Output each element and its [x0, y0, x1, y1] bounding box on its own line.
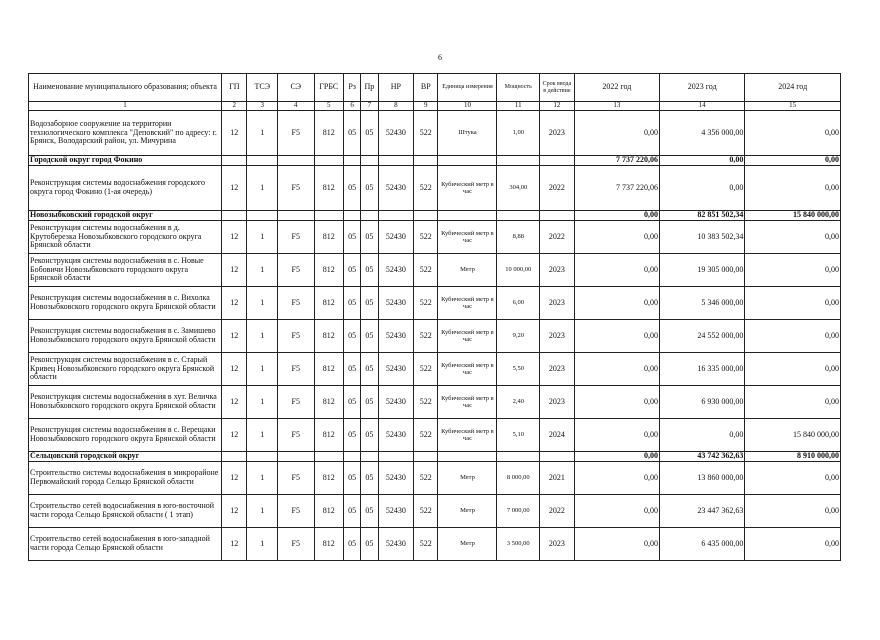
nr-cell: 52430: [378, 386, 414, 419]
object-name: Реконструкция системы водоснабжения в д. Крутоберезка Новозыбковского городского округа Брянской области: [29, 221, 222, 254]
grbs-cell: 812: [314, 528, 343, 561]
empty-cell: [361, 452, 378, 462]
amount-2023-cell: 0,00: [660, 419, 745, 452]
amount-2024-cell: 0,00: [745, 111, 841, 156]
subtotal-amount-2022-cell: 0,00: [574, 452, 659, 462]
amount-2023-cell: 10 383 502,34: [660, 221, 745, 254]
municipality-name: Сельцовский городской округ: [29, 452, 222, 462]
subtotal-row: [29, 211, 841, 221]
capacity-cell: 6,00: [497, 287, 540, 320]
unit-cell: Кубический метр в час: [438, 353, 497, 386]
rz-cell: 05: [344, 254, 361, 287]
empty-cell: [277, 452, 314, 462]
capacity-cell: 5,50: [497, 353, 540, 386]
col-header-gp: ГП: [222, 74, 247, 102]
rz-cell: 05: [344, 166, 361, 211]
amount-2022-cell: 0,00: [574, 320, 659, 353]
empty-cell: [247, 156, 277, 166]
table-row: [29, 111, 841, 156]
amount-2022-cell: 0,00: [574, 254, 659, 287]
subtotal-row: [29, 452, 841, 462]
rz-cell: 05: [344, 111, 361, 156]
pr-cell: 05: [361, 495, 378, 528]
commissioning-year-cell: 2024: [540, 419, 575, 452]
table-row: [29, 528, 841, 561]
amount-2023-cell: 19 305 000,00: [660, 254, 745, 287]
amount-2022-cell: 0,00: [574, 386, 659, 419]
capacity-cell: 10 000,00: [497, 254, 540, 287]
se-cell: F5: [277, 386, 314, 419]
tse-cell: 1: [247, 528, 277, 561]
unit-cell: Кубический метр в час: [438, 287, 497, 320]
table-row: [29, 462, 841, 495]
gp-cell: 12: [222, 254, 247, 287]
pr-cell: 05: [361, 353, 378, 386]
col-header-2023: 2023 год: [660, 74, 745, 102]
empty-cell: [378, 452, 414, 462]
col-header-name: Наименование муниципального образования; объекта: [29, 74, 222, 102]
empty-cell: [314, 452, 343, 462]
header-row: [29, 74, 841, 102]
column-number: 9: [414, 102, 438, 111]
page-number: 6: [438, 53, 442, 62]
table-row: [29, 287, 841, 320]
amount-2023-cell: 24 552 000,00: [660, 320, 745, 353]
amount-2024-cell: 15 840 000,00: [745, 419, 841, 452]
tse-cell: 1: [247, 166, 277, 211]
vr-cell: 522: [414, 495, 438, 528]
table-row: [29, 419, 841, 452]
amount-2024-cell: 0,00: [745, 221, 841, 254]
empty-cell: [414, 452, 438, 462]
vr-cell: 522: [414, 386, 438, 419]
grbs-cell: 812: [314, 320, 343, 353]
gp-cell: 12: [222, 221, 247, 254]
pr-cell: 05: [361, 111, 378, 156]
subtotal-amount-2024-cell: 15 840 000,00: [745, 211, 841, 221]
column-number: 5: [314, 102, 343, 111]
column-number: 1: [29, 102, 222, 111]
column-number: 7: [361, 102, 378, 111]
rz-cell: 05: [344, 320, 361, 353]
object-name: Водозаборное сооружение на территории технологического комплекса "Деповский" по адресу: г. Брянск, Володарский район, ул. Мичурина: [29, 111, 222, 156]
object-name: Реконструкция системы водоснабжения в хут. Величка Новозыбковского городского округа Брянской области: [29, 386, 222, 419]
pr-cell: 05: [361, 419, 378, 452]
grbs-cell: 812: [314, 254, 343, 287]
empty-cell: [414, 156, 438, 166]
subtotal-amount-2023-cell: 43 742 362,63: [660, 452, 745, 462]
object-name: Реконструкция системы водоснабжения в с. Старый Кривец Новозыбковского городского округа Брянской области: [29, 353, 222, 386]
nr-cell: 52430: [378, 221, 414, 254]
empty-cell: [314, 156, 343, 166]
unit-cell: Метр: [438, 495, 497, 528]
tse-cell: 1: [247, 221, 277, 254]
vr-cell: 522: [414, 166, 438, 211]
col-header-nr: НР: [378, 74, 414, 102]
amount-2022-cell: 0,00: [574, 287, 659, 320]
tse-cell: 1: [247, 320, 277, 353]
unit-cell: Кубический метр в час: [438, 386, 497, 419]
unit-cell: Кубический метр в час: [438, 221, 497, 254]
empty-cell: [247, 452, 277, 462]
table-row: [29, 254, 841, 287]
col-header-tse: ТСЭ: [247, 74, 277, 102]
amount-2024-cell: 0,00: [745, 386, 841, 419]
se-cell: F5: [277, 287, 314, 320]
vr-cell: 522: [414, 462, 438, 495]
commissioning-year-cell: 2023: [540, 254, 575, 287]
object-name: Реконструкция системы водоснабжения в с. Замишево Новозыбковского городского округа Брянской области: [29, 320, 222, 353]
nr-cell: 52430: [378, 419, 414, 452]
table-row: [29, 166, 841, 211]
se-cell: F5: [277, 166, 314, 211]
vr-cell: 522: [414, 419, 438, 452]
capacity-cell: 8,88: [497, 221, 540, 254]
rz-cell: 05: [344, 462, 361, 495]
empty-cell: [438, 211, 497, 221]
amount-2023-cell: 23 447 362,63: [660, 495, 745, 528]
column-number: 3: [247, 102, 277, 111]
empty-cell: [277, 156, 314, 166]
subtotal-amount-2022-cell: 0,00: [574, 211, 659, 221]
empty-cell: [540, 156, 575, 166]
commissioning-year-cell: 2023: [540, 111, 575, 156]
capacity-cell: 3 500,00: [497, 528, 540, 561]
column-number: 10: [438, 102, 497, 111]
commissioning-year-cell: 2023: [540, 386, 575, 419]
commissioning-year-cell: 2023: [540, 320, 575, 353]
gp-cell: 12: [222, 528, 247, 561]
tse-cell: 1: [247, 254, 277, 287]
table-row: [29, 221, 841, 254]
vr-cell: 522: [414, 353, 438, 386]
unit-cell: Метр: [438, 462, 497, 495]
pr-cell: 05: [361, 528, 378, 561]
col-header-unit: Единица измерения: [438, 74, 497, 102]
amount-2022-cell: 0,00: [574, 419, 659, 452]
commissioning-year-cell: 2022: [540, 166, 575, 211]
commissioning-year-cell: 2021: [540, 462, 575, 495]
gp-cell: 12: [222, 462, 247, 495]
commissioning-year-cell: 2022: [540, 495, 575, 528]
pr-cell: 05: [361, 320, 378, 353]
grbs-cell: 812: [314, 111, 343, 156]
rz-cell: 05: [344, 528, 361, 561]
table-row: [29, 353, 841, 386]
empty-cell: [344, 452, 361, 462]
empty-cell: [497, 211, 540, 221]
capacity-cell: 7 000,00: [497, 495, 540, 528]
amount-2023-cell: 13 860 000,00: [660, 462, 745, 495]
col-header-se: СЭ: [277, 74, 314, 102]
gp-cell: 12: [222, 419, 247, 452]
object-name: Строительство сетей водоснабжения в юго-восточной части города Сельцо Брянской области ( 1 этап): [29, 495, 222, 528]
nr-cell: 52430: [378, 462, 414, 495]
se-cell: F5: [277, 111, 314, 156]
vr-cell: 522: [414, 287, 438, 320]
se-cell: F5: [277, 320, 314, 353]
amount-2024-cell: 0,00: [745, 495, 841, 528]
commissioning-year-cell: 2022: [540, 221, 575, 254]
unit-cell: Кубический метр в час: [438, 419, 497, 452]
empty-cell: [378, 211, 414, 221]
object-name: Реконструкция системы водоснабжения в с. Верещаки Новозыбковского городского округа Брянской области: [29, 419, 222, 452]
amount-2024-cell: 0,00: [745, 254, 841, 287]
pr-cell: 05: [361, 166, 378, 211]
rz-cell: 05: [344, 419, 361, 452]
commissioning-year-cell: 2023: [540, 287, 575, 320]
grbs-cell: 812: [314, 419, 343, 452]
tse-cell: 1: [247, 111, 277, 156]
column-number: 11: [497, 102, 540, 111]
capacity-cell: 304,00: [497, 166, 540, 211]
column-number: 12: [540, 102, 575, 111]
empty-cell: [414, 211, 438, 221]
column-number: 2: [222, 102, 247, 111]
gp-cell: 12: [222, 111, 247, 156]
col-header-2022: 2022 год: [574, 74, 659, 102]
capacity-cell: 9,20: [497, 320, 540, 353]
empty-cell: [277, 211, 314, 221]
empty-cell: [247, 211, 277, 221]
object-name: Реконструкция системы водоснабжения в с. Вихолка Новозыбковского городского округа Брянской области: [29, 287, 222, 320]
amount-2022-cell: 0,00: [574, 495, 659, 528]
empty-cell: [344, 211, 361, 221]
empty-cell: [497, 452, 540, 462]
capacity-cell: 8 000,00: [497, 462, 540, 495]
unit-cell: Штука: [438, 111, 497, 156]
se-cell: F5: [277, 528, 314, 561]
se-cell: F5: [277, 353, 314, 386]
empty-cell: [438, 452, 497, 462]
col-header-2024: 2024 год: [745, 74, 841, 102]
object-name: Строительство системы водоснабжения в микрорайоне Первомайский города Сельцо Брянской области: [29, 462, 222, 495]
gp-cell: 12: [222, 495, 247, 528]
gp-cell: 12: [222, 353, 247, 386]
subtotal-amount-2023-cell: 82 851 502,34: [660, 211, 745, 221]
pr-cell: 05: [361, 254, 378, 287]
amount-2022-cell: 0,00: [574, 221, 659, 254]
pr-cell: 05: [361, 462, 378, 495]
nr-cell: 52430: [378, 287, 414, 320]
object-name: Реконструкция системы водоснабжения городского округа город Фокино (1-ая очередь): [29, 166, 222, 211]
amount-2023-cell: 4 356 000,00: [660, 111, 745, 156]
tse-cell: 1: [247, 353, 277, 386]
nr-cell: 52430: [378, 166, 414, 211]
subtotal-row: [29, 156, 841, 166]
vr-cell: 522: [414, 254, 438, 287]
tse-cell: 1: [247, 386, 277, 419]
empty-cell: [378, 156, 414, 166]
rz-cell: 05: [344, 287, 361, 320]
nr-cell: 52430: [378, 353, 414, 386]
grbs-cell: 812: [314, 287, 343, 320]
empty-cell: [361, 211, 378, 221]
gp-cell: 12: [222, 166, 247, 211]
vr-cell: 522: [414, 528, 438, 561]
amount-2022-cell: 0,00: [574, 462, 659, 495]
municipality-name: Городской округ город Фокино: [29, 156, 222, 166]
investment-table: [28, 73, 841, 561]
nr-cell: 52430: [378, 528, 414, 561]
gp-cell: 12: [222, 386, 247, 419]
grbs-cell: 812: [314, 495, 343, 528]
amount-2023-cell: 6 930 000,00: [660, 386, 745, 419]
rz-cell: 05: [344, 495, 361, 528]
pr-cell: 05: [361, 287, 378, 320]
col-header-rz: Рз: [344, 74, 361, 102]
empty-cell: [314, 211, 343, 221]
tse-cell: 1: [247, 287, 277, 320]
capacity-cell: 1,00: [497, 111, 540, 156]
amount-2023-cell: 6 435 000,00: [660, 528, 745, 561]
empty-cell: [222, 211, 247, 221]
subtotal-amount-2024-cell: 0,00: [745, 156, 841, 166]
capacity-cell: 2,40: [497, 386, 540, 419]
se-cell: F5: [277, 495, 314, 528]
amount-2024-cell: 0,00: [745, 287, 841, 320]
empty-cell: [344, 156, 361, 166]
empty-cell: [222, 452, 247, 462]
amount-2024-cell: 0,00: [745, 462, 841, 495]
pr-cell: 05: [361, 386, 378, 419]
col-header-grbs: ГРБС: [314, 74, 343, 102]
column-number: 15: [745, 102, 841, 111]
vr-cell: 522: [414, 221, 438, 254]
commissioning-year-cell: 2023: [540, 528, 575, 561]
amount-2023-cell: 16 335 000,00: [660, 353, 745, 386]
se-cell: F5: [277, 419, 314, 452]
unit-cell: Метр: [438, 528, 497, 561]
grbs-cell: 812: [314, 353, 343, 386]
object-name: Строительство сетей водоснабжения в юго-западной части города Сельцо Брянской области: [29, 528, 222, 561]
se-cell: F5: [277, 221, 314, 254]
nr-cell: 52430: [378, 495, 414, 528]
gp-cell: 12: [222, 287, 247, 320]
empty-cell: [540, 452, 575, 462]
tse-cell: 1: [247, 419, 277, 452]
se-cell: F5: [277, 462, 314, 495]
grbs-cell: 812: [314, 221, 343, 254]
table-body: [29, 111, 841, 561]
amount-2023-cell: 5 346 000,00: [660, 287, 745, 320]
col-header-vr: ВР: [414, 74, 438, 102]
empty-cell: [222, 156, 247, 166]
municipality-name: Новозыбковский городской округ: [29, 211, 222, 221]
capacity-cell: 5,10: [497, 419, 540, 452]
amount-2024-cell: 0,00: [745, 528, 841, 561]
nr-cell: 52430: [378, 254, 414, 287]
unit-cell: Кубический метр в час: [438, 320, 497, 353]
col-header-commissioning: Срок ввода в действие: [540, 74, 575, 102]
col-header-capacity: Мощность: [497, 74, 540, 102]
subtotal-amount-2022-cell: 7 737 220,06: [574, 156, 659, 166]
col-header-pr: Пр: [361, 74, 378, 102]
column-number: 13: [574, 102, 659, 111]
amount-2022-cell: 0,00: [574, 528, 659, 561]
subtotal-amount-2024-cell: 8 910 000,00: [745, 452, 841, 462]
column-number-row: [29, 102, 841, 111]
pr-cell: 05: [361, 221, 378, 254]
grbs-cell: 812: [314, 386, 343, 419]
rz-cell: 05: [344, 386, 361, 419]
rz-cell: 05: [344, 353, 361, 386]
amount-2024-cell: 0,00: [745, 353, 841, 386]
column-number: 4: [277, 102, 314, 111]
gp-cell: 12: [222, 320, 247, 353]
column-number: 6: [344, 102, 361, 111]
table-row: [29, 320, 841, 353]
table-row: [29, 495, 841, 528]
empty-cell: [497, 156, 540, 166]
se-cell: F5: [277, 254, 314, 287]
unit-cell: Метр: [438, 254, 497, 287]
grbs-cell: 812: [314, 166, 343, 211]
nr-cell: 52430: [378, 111, 414, 156]
rz-cell: 05: [344, 221, 361, 254]
unit-cell: Кубический метр в час: [438, 166, 497, 211]
grbs-cell: 812: [314, 462, 343, 495]
vr-cell: 522: [414, 111, 438, 156]
tse-cell: 1: [247, 495, 277, 528]
empty-cell: [438, 156, 497, 166]
table-row: [29, 386, 841, 419]
column-number: 14: [660, 102, 745, 111]
commissioning-year-cell: 2023: [540, 353, 575, 386]
amount-2023-cell: 0,00: [660, 166, 745, 211]
amount-2024-cell: 0,00: [745, 166, 841, 211]
nr-cell: 52430: [378, 320, 414, 353]
column-number: 8: [378, 102, 414, 111]
amount-2022-cell: 0,00: [574, 353, 659, 386]
tse-cell: 1: [247, 462, 277, 495]
vr-cell: 522: [414, 320, 438, 353]
amount-2024-cell: 0,00: [745, 320, 841, 353]
amount-2022-cell: 7 737 220,06: [574, 166, 659, 211]
object-name: Реконструкция системы водоснабжения в с. Новые Бобовичи Новозыбковского городского округа Брянской области: [29, 254, 222, 287]
empty-cell: [540, 211, 575, 221]
subtotal-amount-2023-cell: 0,00: [660, 156, 745, 166]
amount-2022-cell: 0,00: [574, 111, 659, 156]
empty-cell: [361, 156, 378, 166]
